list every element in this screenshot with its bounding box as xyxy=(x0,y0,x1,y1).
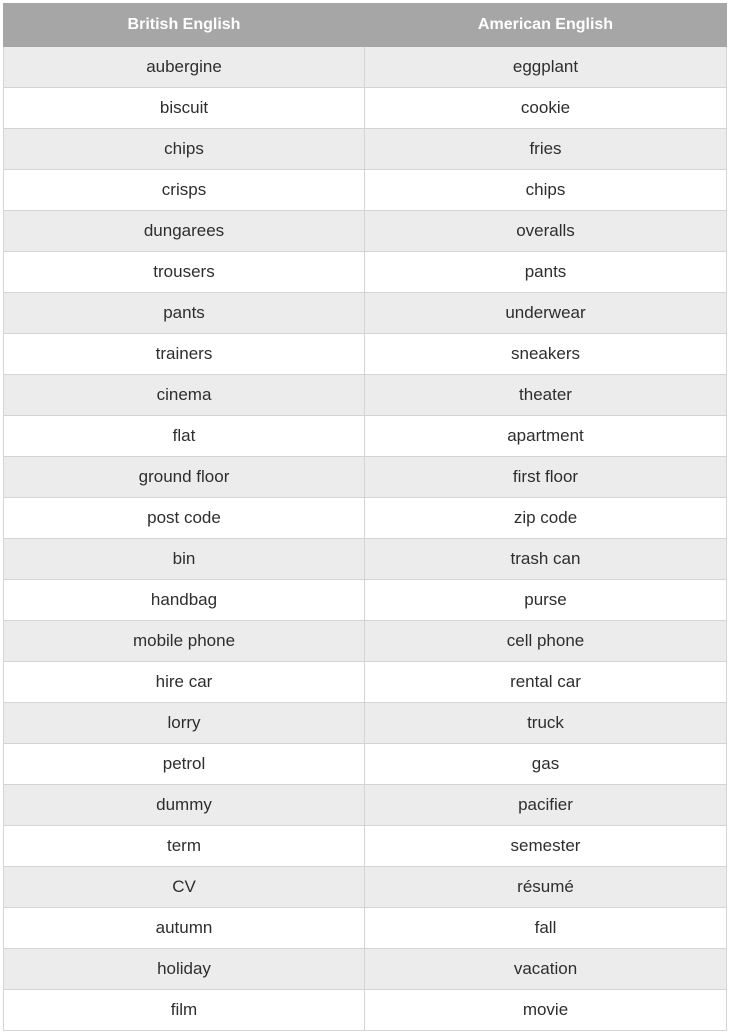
table-row xyxy=(4,375,727,416)
cell-american-term: vacation xyxy=(365,949,727,990)
table-row xyxy=(4,785,727,826)
table-row xyxy=(4,334,727,375)
cell-american-term: zip code xyxy=(365,498,727,539)
header-british-english: British English xyxy=(4,4,365,47)
cell-american-term: first floor xyxy=(365,457,727,498)
vocabulary-table-container xyxy=(3,3,726,1031)
cell-american-term: overalls xyxy=(365,211,727,252)
cell-british-term: film xyxy=(4,990,365,1031)
cell-british-term: post code xyxy=(4,498,365,539)
cell-american-term: semester xyxy=(365,826,727,867)
british-american-vocabulary-table xyxy=(3,3,727,1031)
cell-american-term: cookie xyxy=(365,88,727,129)
cell-american-term: theater xyxy=(365,375,727,416)
cell-british-term: flat xyxy=(4,416,365,457)
table-row xyxy=(4,539,727,580)
table-row xyxy=(4,908,727,949)
table-body xyxy=(4,47,727,1031)
table-row xyxy=(4,990,727,1031)
cell-british-term: handbag xyxy=(4,580,365,621)
header-american-english: American English xyxy=(365,4,727,47)
table-row xyxy=(4,949,727,990)
header-row xyxy=(4,4,727,47)
cell-american-term: cell phone xyxy=(365,621,727,662)
cell-american-term: trash can xyxy=(365,539,727,580)
cell-british-term: term xyxy=(4,826,365,867)
cell-american-term: rental car xyxy=(365,662,727,703)
table-row xyxy=(4,703,727,744)
table-row xyxy=(4,580,727,621)
cell-british-term: mobile phone xyxy=(4,621,365,662)
cell-british-term: ground floor xyxy=(4,457,365,498)
cell-american-term: fall xyxy=(365,908,727,949)
table-row xyxy=(4,621,727,662)
table-row xyxy=(4,170,727,211)
table-row xyxy=(4,252,727,293)
cell-american-term: apartment xyxy=(365,416,727,457)
cell-british-term: trousers xyxy=(4,252,365,293)
cell-british-term: dummy xyxy=(4,785,365,826)
cell-american-term: movie xyxy=(365,990,727,1031)
table-row xyxy=(4,88,727,129)
cell-american-term: résumé xyxy=(365,867,727,908)
table-row xyxy=(4,416,727,457)
cell-british-term: pants xyxy=(4,293,365,334)
table-row xyxy=(4,129,727,170)
cell-british-term: petrol xyxy=(4,744,365,785)
cell-british-term: biscuit xyxy=(4,88,365,129)
cell-british-term: dungarees xyxy=(4,211,365,252)
cell-american-term: purse xyxy=(365,580,727,621)
table-row xyxy=(4,498,727,539)
cell-american-term: sneakers xyxy=(365,334,727,375)
cell-american-term: eggplant xyxy=(365,47,727,88)
cell-british-term: crisps xyxy=(4,170,365,211)
cell-british-term: aubergine xyxy=(4,47,365,88)
table-row xyxy=(4,457,727,498)
cell-british-term: cinema xyxy=(4,375,365,416)
cell-american-term: gas xyxy=(365,744,727,785)
cell-american-term: pants xyxy=(365,252,727,293)
table-row xyxy=(4,867,727,908)
table-row xyxy=(4,744,727,785)
cell-american-term: chips xyxy=(365,170,727,211)
table-row xyxy=(4,293,727,334)
cell-british-term: autumn xyxy=(4,908,365,949)
table-row xyxy=(4,47,727,88)
cell-british-term: bin xyxy=(4,539,365,580)
table-header xyxy=(4,4,727,47)
cell-british-term: trainers xyxy=(4,334,365,375)
cell-british-term: lorry xyxy=(4,703,365,744)
cell-british-term: holiday xyxy=(4,949,365,990)
cell-british-term: CV xyxy=(4,867,365,908)
table-row xyxy=(4,211,727,252)
cell-american-term: underwear xyxy=(365,293,727,334)
cell-american-term: truck xyxy=(365,703,727,744)
cell-british-term: chips xyxy=(4,129,365,170)
table-row xyxy=(4,826,727,867)
table-row xyxy=(4,662,727,703)
cell-british-term: hire car xyxy=(4,662,365,703)
cell-american-term: pacifier xyxy=(365,785,727,826)
cell-american-term: fries xyxy=(365,129,727,170)
